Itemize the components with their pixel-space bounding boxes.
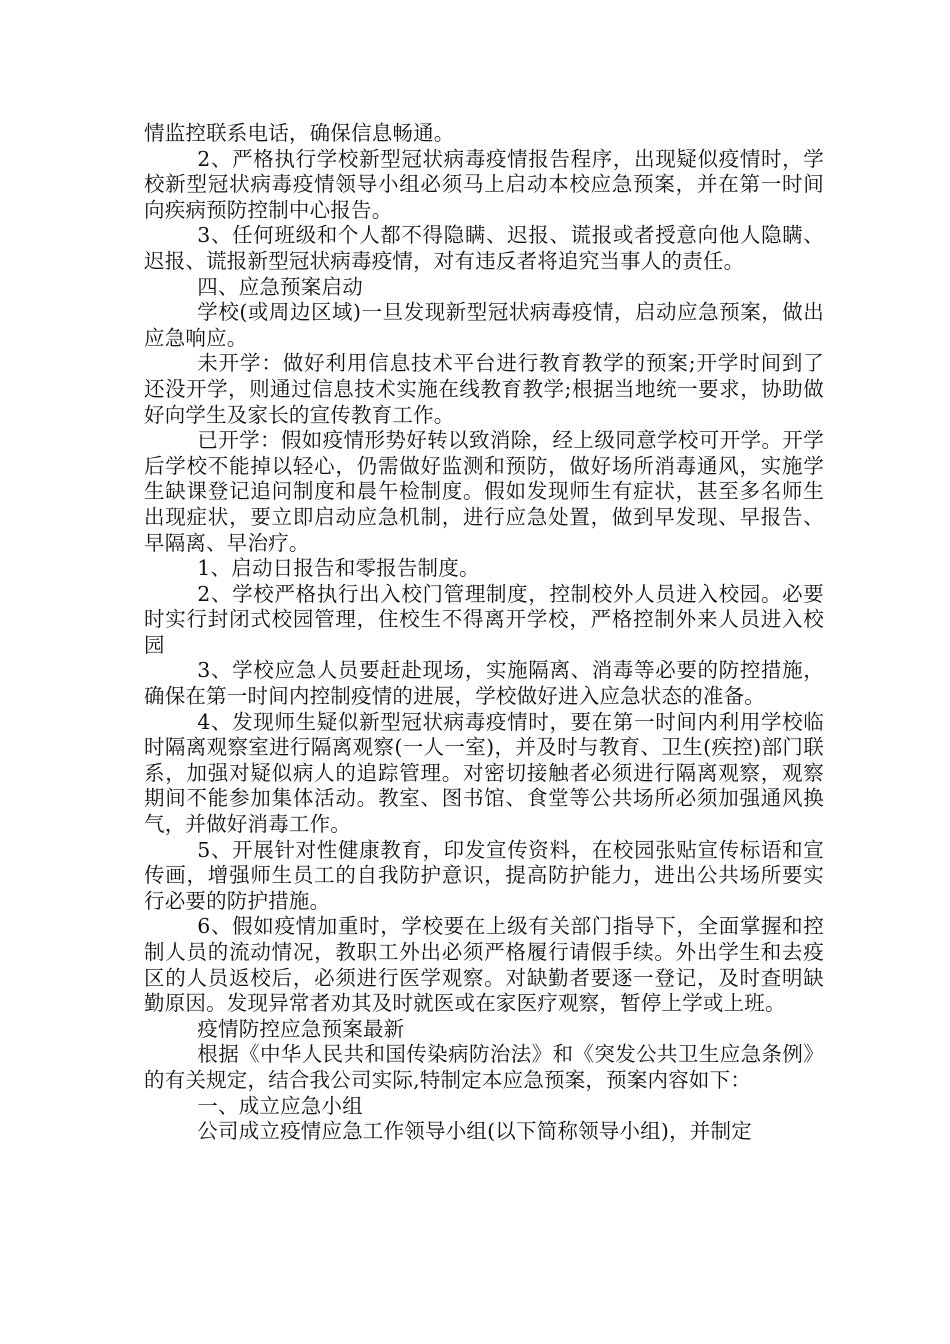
paragraph: 6、假如疫情加重时，学校要在上级有关部门指导下，全面掌握和控制人员的流动情况，教职工外出必须严格履行请假手续。外出学生和去疫区的人员返校后，必须进行医学观察。对缺勤者要逐一登记，及时查明缺勤原因。发现异常者劝其及时就医或在家医疗观察，暂停上学或上班。 [144, 914, 824, 1016]
paragraph: 4、发现师生疑似新型冠状病毒疫情时，要在第一时间内利用学校临时隔离观察室进行隔离观察(一人一室)，并及时与教育、卫生(疾控)部门联系，加强对疑似病人的追踪管理。对密切接触者必须进行隔离观察，观察期间不能参加集体活动。教室、图书馆、食堂等公共场所必须加强通风换气，并做好消毒工作。 [144, 709, 824, 837]
paragraph: 情监控联系电话，确保信息畅通。 [144, 121, 455, 145]
paragraph: 学校(或周边区域)一旦发现新型冠状病毒疫情，启动应急预案，做出应急响应。 [144, 300, 824, 350]
paragraph: 根据《中华人民共和国传染病防治法》和《突发公共卫生应急条例》的有关规定，结合我公司实际,特制定本应急预案，预案内容如下： [144, 1042, 824, 1092]
paragraph: 1、启动日报告和零报告制度。 [197, 556, 480, 581]
paragraph: 已开学：假如疫情形势好转以致消除，经上级同意学校可开学。开学后学校不能掉以轻心，仍需做好监测和预防，做好场所消毒通风，实施学生缺课登记追问制度和晨午检制度。假如发现师生有症状，甚至多名师生出现症状，要立即启动应急机制，进行应急处置，做到早发现、早报告、早隔离、早治疗。 [144, 428, 824, 555]
paragraph: 3、学校应急人员要赶赴现场，实施隔离、消毒等必要的防控措施，确保在第一时间内控制疫情的进展，学校做好进入应急状态的准备。 [144, 658, 824, 709]
paragraph: 3、任何班级和个人都不得隐瞒、迟报、谎报或者授意向他人隐瞒、迟报、谎报新型冠状病毒疫情，对有违反者将追究当事人的责任。 [144, 223, 824, 273]
paragraph: 公司成立疫情应急工作领导小组(以下简称领导小组)，并制定 [197, 1119, 752, 1144]
document-body [144, 121, 824, 1145]
paragraph: 2、学校严格执行出入校门管理制度，控制校外人员进入校园。必要时实行封闭式校园管理，住校生不得离开学校，严格控制外来人员进入校园 [144, 581, 824, 657]
paragraph: 未开学：做好利用信息技术平台进行教育教学的预案;开学时间到了还没开学，则通过信息技术实施在线教育教学;根据当地统一要求，协助做好向学生及家长的宣传教育工作。 [144, 351, 824, 427]
section-heading: 一、成立应急小组 [197, 1093, 363, 1118]
section-heading: 四、应急预案启动 [197, 274, 363, 299]
paragraph: 2、严格执行学校新型冠状病毒疫情报告程序，出现疑似疫情时，学校新型冠状病毒疫情领导小组必须马上启动本校应急预案，并在第一时间向疾病预防控制中心报告。 [144, 146, 824, 222]
document-title: 疫情防控应急预案最新 [197, 1016, 405, 1041]
paragraph: 5、开展针对性健康教育，印发宣传资料，在校园张贴宣传标语和宣传画，增强师生员工的自我防护意识，提高防护能力，进出公共场所要实行必要的防护措施。 [144, 837, 824, 913]
